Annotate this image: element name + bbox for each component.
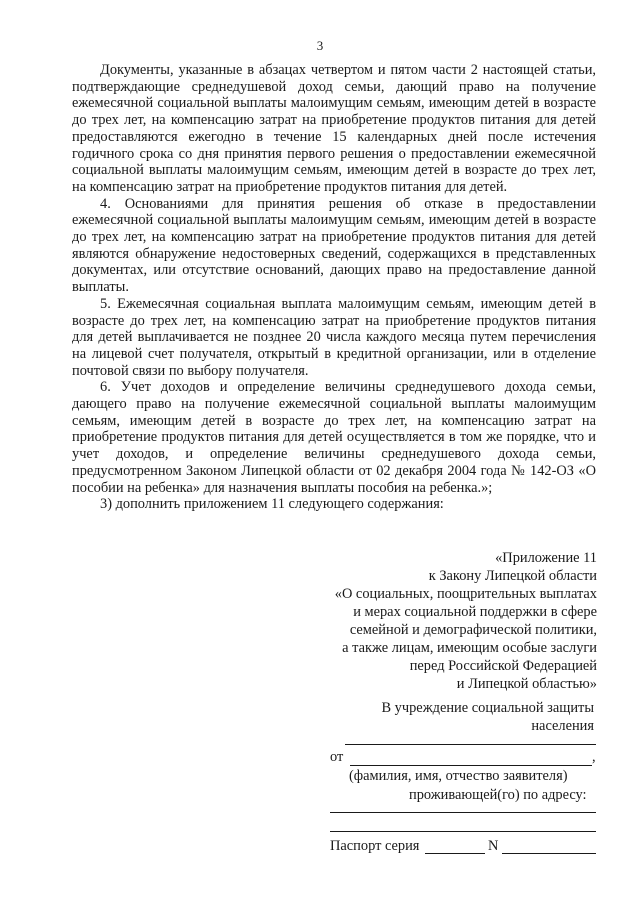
name-hint: (фамилия, имя, отчество заявителя) [349, 768, 568, 784]
appendix-header-line: и Липецкой областью» [456, 676, 597, 692]
appendix-header-line: а также лицам, имеющим особые заслуги [342, 640, 597, 656]
comma: , [592, 749, 596, 765]
passport-series-label: Паспорт серия [330, 838, 420, 854]
passport-number-line [502, 853, 596, 854]
residence-label: проживающей(го) по адресу: [409, 787, 587, 803]
appendix-header-line: «Приложение 11 [495, 550, 597, 566]
appendix-header-line: «О социальных, поощрительных выплатах [334, 586, 597, 602]
paragraph-3-add-appendix: 3) дополнить приложением 11 следующего содержания: [100, 496, 444, 513]
paragraph-6-income-accounting: 6. Учет доходов и определение величины среднедушевого дохода семьи, дающего право на получение ежемесячной социальной выплаты малоимущим семьям, имеющим детей в возрасте до трех лет, на компенсацию затрат на приобретение продуктов питания для детей осуществляется в том же порядке, что и учет доходов, и определение величины среднедушевого дохода семьи, предусмотренном Законом Липецкой области от 02 декабря 2004 года № 142-ОЗ «О пособии на ребенка» для назначения выплаты пособия на ребенка.»; [72, 379, 596, 496]
passport-number-label: N [488, 838, 499, 854]
appendix-header [335, 549, 597, 693]
law-text-body [72, 62, 596, 513]
appendix-header-line: семейной и демографической политики, [349, 622, 597, 638]
address-line [330, 812, 596, 813]
paragraph-documents: Документы, указанные в абзацах четвертом и пятом части 2 настоящей статьи, подтверждающие среднедушевой доход семьи, дающий право на получение ежемесячной социальной выплаты малоимущим семьям, имеющим детей в возрасте до трех лет, на компенсацию затрат на приобретение продуктов питания для детей предоставляются ежегодно в течение 15 календарных дней после истечения годичного срока со дня принятия первого решения о предоставлении ежемесячной социальной выплаты малоимущим семьям, имеющим детей в возрасте до трех лет, на компенсацию затрат на приобретение продуктов питания для детей. [72, 62, 596, 195]
paragraph-5-payment-terms: 5. Ежемесячная социальная выплата малоимущим семьям, имеющим детей в возрасте до трех лет, на компенсацию затрат на приобретение продуктов питания для детей выплачивается не позднее 20 числа каждого месяца путем перечисления на лицевой счет получателя, открытый в кредитной организации, или в отделение почтовой связи по выбору получателя. [72, 295, 596, 379]
appendix-header-line: к Закону Липецкой области [428, 568, 597, 584]
applicant-name-line [350, 765, 592, 766]
addressee-block [381, 699, 594, 735]
paragraph-4-refusal-grounds: 4. Основаниями для принятия решения об отказе в предоставлении ежемесячной социальной выплаты малоимущим семьям, имеющим детей в возрасте до трех лет, на компенсацию затрат на приобретение продуктов питания для детей являются обнаружение недостоверных сведений, содержащихся в представленных документах, или отсутствие оснований, дающих право на предоставление данной выплаты. [72, 195, 596, 296]
from-label: от [330, 749, 344, 765]
addressee-line: В учреждение социальной защиты [381, 700, 594, 716]
blank-line [345, 744, 596, 745]
appendix-header-line: и мерах социальной поддержки в сфере [353, 604, 597, 620]
appendix-header-line: перед Российской Федерацией [409, 658, 597, 674]
address-line [330, 831, 596, 832]
page-number: 3 [316, 38, 324, 53]
addressee-line: населения [531, 718, 594, 734]
passport-series-line [425, 853, 485, 854]
